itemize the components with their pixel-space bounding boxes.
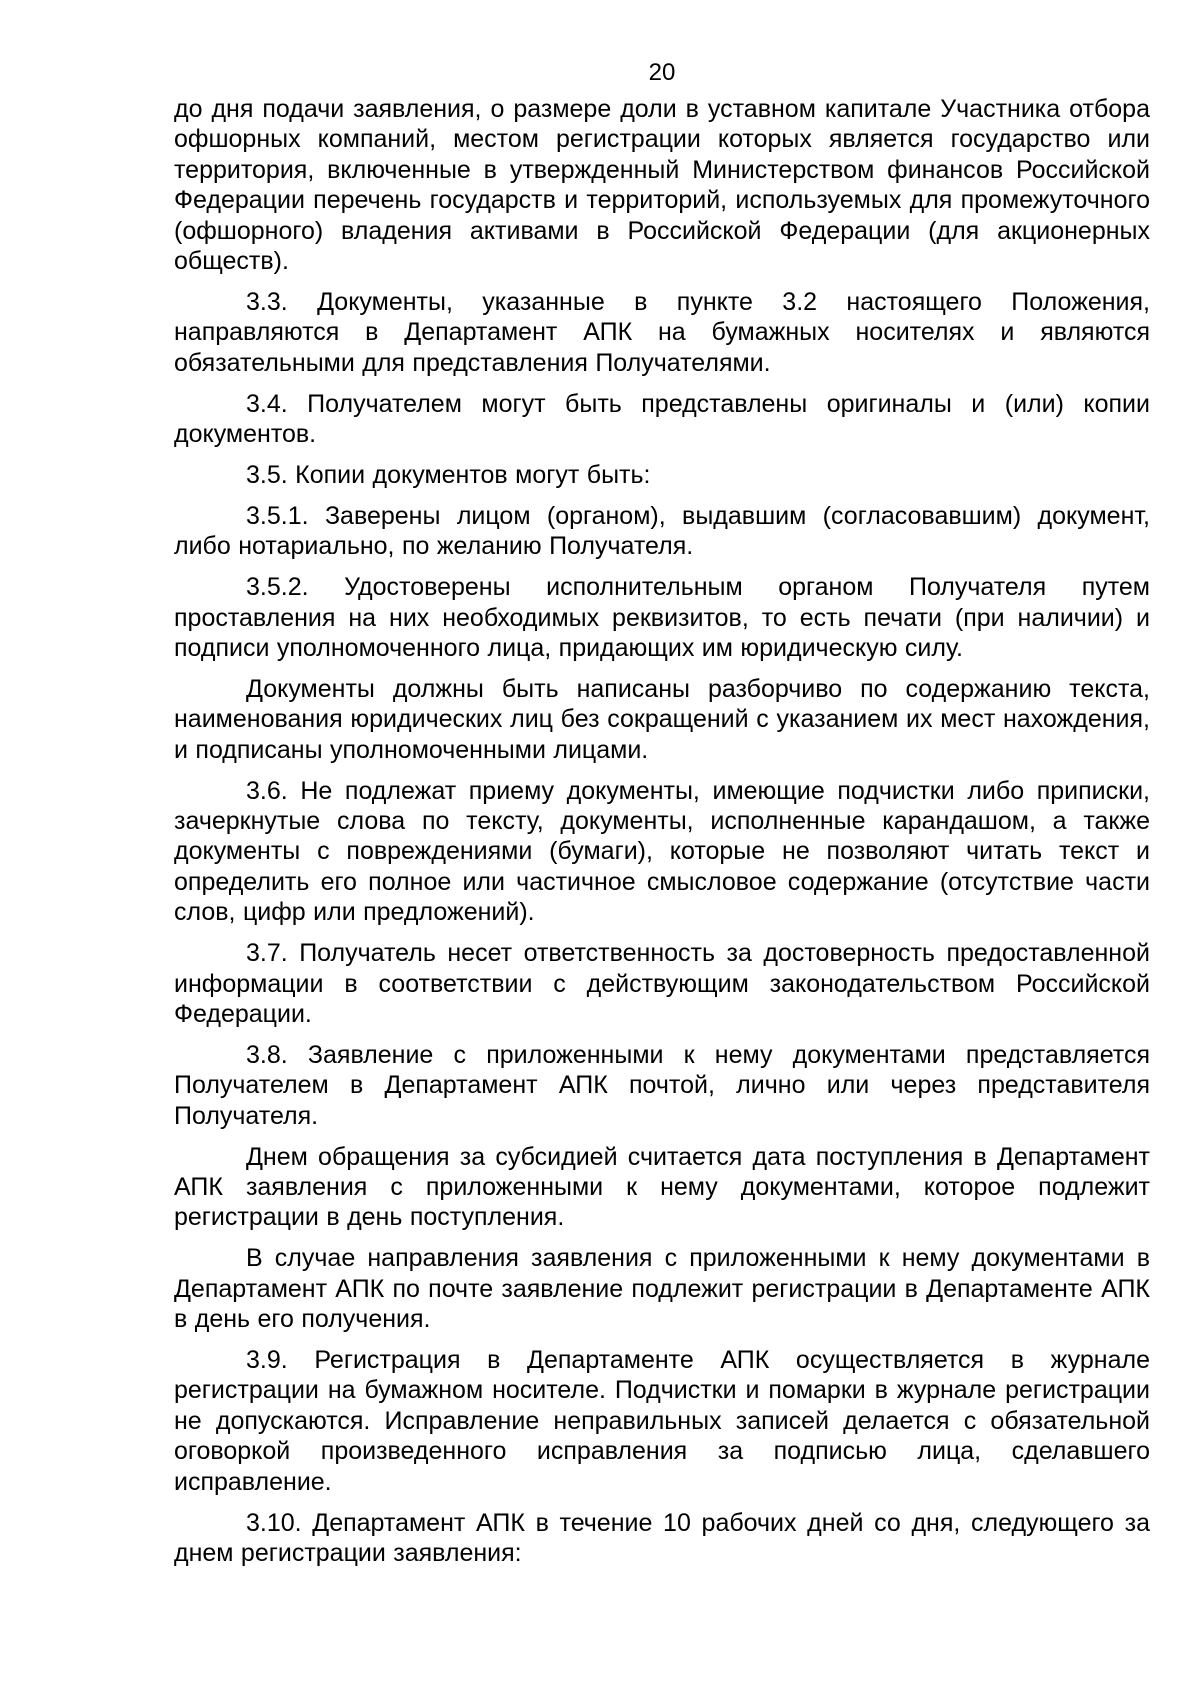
paragraph-3-6: 3.6. Не подлежат приему документы, имеющие подчистки либо приписки, зачеркнутые слова по тексту, документы, исполненные карандашом, а также документы с повреждениями (бумаги), которые не позволяют читать текст и определить его полное или частичное смысловое содержание (отсутствие части слов, цифр или предложений).	[174, 776, 1150, 927]
paragraph-3-3: 3.3. Документы, указанные в пункте 3.2 настоящего Положения, направляются в Департамент АПК на бумажных носителях и являются обязательными для представления Получателями.	[174, 287, 1150, 377]
paragraph-3-9: 3.9. Регистрация в Департаменте АПК осуществляется в журнале регистрации на бумажном носителе. Подчистки и помарки в журнале регистрации не допускаются. Исправление неправильных записей делается с обязательной оговоркой произведенного исправления за подписью лица, сделавшего исправление.	[174, 1346, 1150, 1496]
paragraph-application-date: Днем обращения за субсидией считается дата поступления в Департамент АПК заявления с приложенными к нему документами, которое подлежит регистрации в день поступления.	[174, 1142, 1150, 1232]
paragraph-postal-registration: В случае направления заявления с приложенными к нему документами в Департамент АПК по почте заявление подлежит регистрации в Департаменте АПК в день его получения.	[174, 1244, 1150, 1334]
paragraph-documents-legibility: Документы должны быть написаны разборчиво по содержанию текста, наименования юридических лиц без сокращений с указанием их мест нахождения, и подписаны уполномоченными лицами.	[174, 674, 1150, 764]
document-page	[174, 52, 1150, 1579]
paragraph-3-5-1: 3.5.1. Заверены лицом (органом), выдавшим (согласовавшим) документ, либо нотариально, по желанию Получателя.	[174, 501, 1150, 561]
paragraph-3-7: 3.7. Получатель несет ответственность за достоверность предоставленной информации в соответствии с действующим законодательством Российской Федерации.	[174, 939, 1150, 1028]
paragraph-3-5-2: 3.5.2. Удостоверены исполнительным органом Получателя путем проставления на них необходимых реквизитов, то есть печати (при наличии) и подписи уполномоченного лица, придающих им юридическую силу.	[174, 573, 1150, 662]
page-number: 20	[648, 59, 676, 86]
paragraph-offshore-share: до дня подачи заявления, о размере доли в уставном капитале Участника отбора офшорных компаний, местом регистрации которых является государство или территория, включенные в утвержденный Министерством финансов Российской Федерации перечень государств и территорий, используемых для промежуточного (офшорного) владения активами в Российской Федерации (для акционерных обществ).	[174, 95, 1150, 276]
paragraph-3-5: 3.5. Копии документов могут быть:	[246, 460, 651, 489]
paragraph-3-4: 3.4. Получателем могут быть представлены оригиналы и (или) копии документов.	[174, 389, 1150, 449]
paragraph-3-8: 3.8. Заявление с приложенными к нему документами представляется Получателем в Департамент АПК почтой, лично или через представителя Получателя.	[174, 1040, 1150, 1130]
paragraph-3-10: 3.10. Департамент АПК в течение 10 рабочих дней со дня, следующего за днем регистрации заявления:	[174, 1508, 1150, 1567]
